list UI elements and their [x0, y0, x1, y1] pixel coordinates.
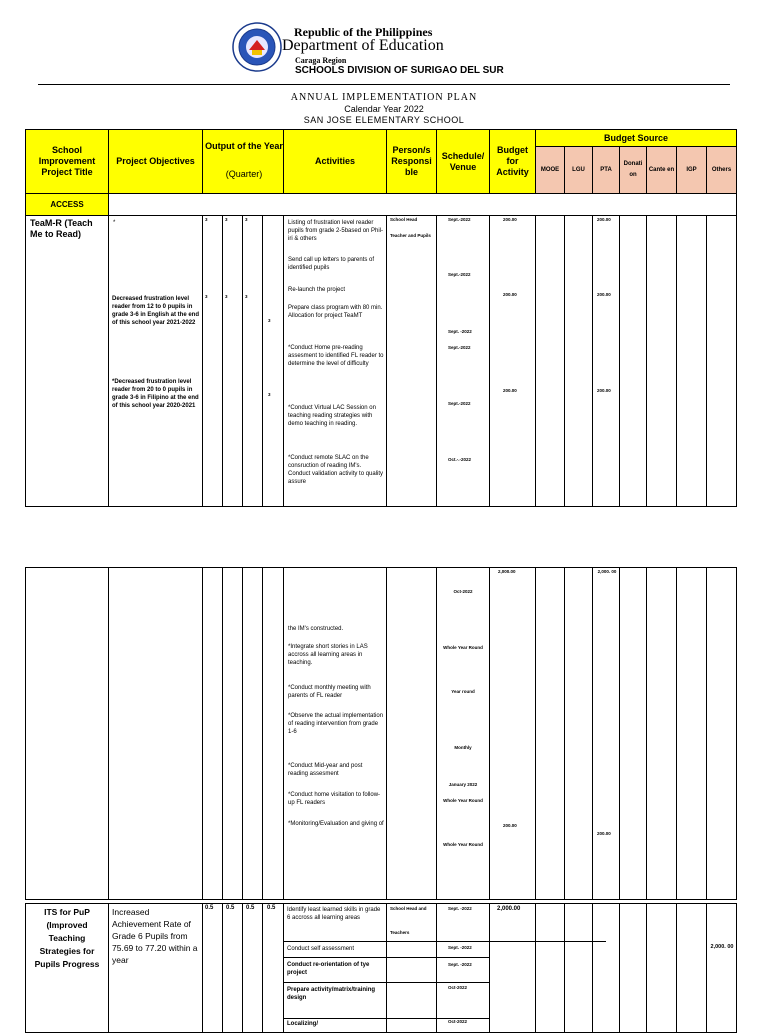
- divider: [489, 567, 490, 900]
- region-label: Caraga Region: [295, 56, 347, 65]
- schedule-item: Whole Year Round: [443, 842, 483, 847]
- deped-seal-icon: [232, 22, 282, 72]
- plan-year: Calendar Year 2022: [344, 104, 424, 114]
- divider: [436, 215, 437, 507]
- schedule-item: Year round: [451, 689, 475, 694]
- objective-achievement: Increased Achievement Rate of Grade 6 Pupils from 75.69 to 77.20 within a year: [112, 907, 198, 965]
- divider: [262, 903, 263, 1033]
- quarter-value: 0.5: [205, 905, 214, 911]
- budget-value: 2,000.00: [497, 906, 521, 912]
- divider: [564, 903, 565, 1033]
- activity-item: *Conduct monthly meeting with parents of FL reader: [288, 685, 371, 699]
- activity-item: Localizing/: [287, 1021, 319, 1027]
- divider: [706, 903, 707, 1033]
- divider: [535, 567, 536, 900]
- budget-value: 200.00: [503, 292, 517, 297]
- schedule-item: Monthly: [454, 745, 472, 750]
- divider: [242, 215, 243, 507]
- schedule-item: Sept.-2022: [448, 217, 471, 222]
- budget-value: 200.00: [503, 823, 517, 828]
- schedule-item: Whole Year Round: [443, 798, 483, 803]
- schedule-item: Oct.-.-2022: [448, 457, 472, 462]
- divider: [202, 903, 203, 1033]
- col-header-schedule: Schedule/ Venue: [436, 129, 490, 194]
- divider: [564, 215, 565, 507]
- q-mark: 3: [225, 294, 228, 299]
- col-header-sip: School Improvement Project Title: [25, 129, 109, 194]
- activity-item: *Conduct Virtual LAC Session on teaching reading strategies with demo teaching in reading.: [288, 405, 376, 427]
- divider: [646, 903, 647, 1033]
- department-label: Department of Education: [282, 37, 444, 54]
- activity-item: Listing of frustration level reader pupils from grade 2-5based on Phil-iri & others: [288, 220, 384, 242]
- header-rule: [38, 84, 730, 85]
- source-lgu: LGU: [564, 146, 593, 194]
- schedule-item: Oct-2022: [448, 1019, 468, 1024]
- activity-item: Send call up letters to parents of identified pupils: [288, 257, 375, 271]
- others-value: 2,000. 00: [710, 944, 734, 950]
- schedule-item: Sept. -2022: [448, 962, 472, 967]
- q-mark: 3: [268, 392, 271, 397]
- source-donation: Donati on: [619, 146, 647, 194]
- divider: [646, 567, 647, 900]
- divider: [202, 215, 203, 507]
- budget-value: 200.00: [503, 217, 517, 222]
- divider: [564, 567, 565, 900]
- activity-item: Conduct self assessment: [287, 946, 355, 952]
- divider: [619, 215, 620, 507]
- divider: [436, 567, 437, 900]
- division-label: SCHOOLS DIVISION OF SURIGAO DEL SUR: [295, 65, 504, 76]
- divider: [592, 215, 593, 507]
- divider: [386, 215, 387, 507]
- person-responsible: School Head and: [390, 906, 427, 911]
- divider: [283, 941, 606, 942]
- divider: [619, 903, 620, 1033]
- objective-mark: *: [113, 220, 116, 226]
- divider: [283, 903, 284, 1033]
- activity-item: Prepare class program with 80 min. Allocation for project TeaMT: [288, 305, 383, 319]
- schedule-item: Sept. -2022: [448, 329, 472, 334]
- activity-item: *Conduct remote SLAC on the consruction of reading IM's. Conduct validation activity to quality assure: [288, 455, 384, 485]
- plan-title: ANNUAL IMPLEMENTATION PLAN: [290, 92, 478, 103]
- divider: [646, 215, 647, 507]
- divider: [222, 215, 223, 507]
- quarter-value: 0.5: [246, 905, 255, 911]
- col-header-output: [202, 129, 284, 194]
- pta-value: 200.00: [597, 388, 611, 393]
- source-pta: PTA: [592, 146, 620, 194]
- source-others: Others: [706, 146, 737, 194]
- activity-item: *Conduct Home pre-reading assesment to identified FL reader to determine the level of difficulty: [288, 345, 384, 367]
- pta-value: 200.00: [597, 831, 611, 836]
- divider: [489, 215, 490, 507]
- divider: [619, 567, 620, 900]
- divider: [108, 215, 109, 507]
- quarter-label: (Quarter): [225, 168, 263, 179]
- activity-item: *Conduct Mid-year and post reading assesment: [288, 763, 363, 777]
- pta-value: 200.00: [597, 292, 611, 297]
- pta-value: 2,000. 00: [597, 569, 617, 574]
- plan-school: SAN JOSE ELEMENTARY SCHOOL: [303, 115, 465, 125]
- q-mark: 3: [245, 217, 248, 222]
- divider: [706, 567, 707, 900]
- schedule-item: Oct-2022: [453, 589, 473, 594]
- divider: [283, 957, 489, 958]
- person-responsible: Teachers: [390, 930, 410, 935]
- divider: [535, 903, 536, 1033]
- divider: [535, 215, 536, 507]
- divider: [489, 903, 490, 1033]
- schedule-item: Sept.-2022: [448, 272, 471, 277]
- divider: [108, 903, 109, 1033]
- divider: [676, 903, 677, 1033]
- divider: [592, 903, 593, 1033]
- divider: [262, 215, 263, 507]
- activity-item: Prepare activity/matrix/training design: [287, 987, 376, 1001]
- objective-filipino: *Decreased frustration level reader from 20 to 0 pupils in grade 3-6 in Filipino at the end of this school year 2020-2021: [112, 379, 199, 409]
- divider: [108, 567, 109, 900]
- q-mark: 3: [245, 294, 248, 299]
- divider: [592, 567, 593, 900]
- divider: [222, 567, 223, 900]
- col-header-activities: Activities: [283, 129, 387, 194]
- divider: [202, 567, 203, 900]
- schedule-item: Oct-2022: [448, 985, 468, 990]
- divider: [262, 567, 263, 900]
- pta-value: 200.00: [597, 217, 611, 222]
- col-header-objectives: Project Objectives: [108, 129, 203, 194]
- activity-item: Re-launch the project: [288, 287, 346, 293]
- schedule-item: Sept. -2022: [448, 906, 472, 911]
- divider: [283, 567, 284, 900]
- divider: [242, 567, 243, 900]
- output-label: Output of the Year: [205, 140, 283, 151]
- q-mark: 3: [225, 217, 228, 222]
- divider: [386, 567, 387, 900]
- schedule-item: Sept. -2022: [448, 945, 472, 950]
- schedule-item: Sept.-2022: [448, 345, 471, 350]
- divider: [242, 903, 243, 1033]
- source-canteen: Cante en: [646, 146, 677, 194]
- source-igp: IGP: [676, 146, 707, 194]
- activity-item: *Integrate short stories in LAS accross all learning areas in teaching.: [288, 644, 368, 666]
- activity-item: *Conduct home visitation to follow-up FL readers: [288, 792, 381, 806]
- quarter-value: 0.5: [226, 905, 235, 911]
- schedule-item: Sept.-2022: [448, 401, 471, 406]
- schedule-item: Whole Year Round: [443, 645, 483, 650]
- project-title-its: ITS for PuP (Improved Teaching Strategies for Pupils Progress: [34, 907, 100, 969]
- divider: [283, 982, 489, 983]
- project-title-teamr: TeaM-R (Teach Me to Read): [30, 218, 93, 239]
- q-mark: 3: [268, 318, 271, 323]
- q-mark: 3: [205, 294, 208, 299]
- divider: [283, 215, 284, 507]
- source-mooe: MOOE: [535, 146, 565, 194]
- divider: [676, 567, 677, 900]
- col-header-budget: Budget for Activity: [489, 129, 536, 194]
- republic-label: Republic of the Philippines: [294, 25, 433, 39]
- q-mark: 3: [205, 217, 208, 222]
- activity-item: *Observe the actual implementation of reading intervention from grade 1-6: [288, 713, 384, 735]
- divider: [436, 903, 437, 1033]
- objective-english: Decreased frustration level reader from 12 to 0 pupils in grade 3-6 in English at the end of this school year 2021-2022: [112, 296, 200, 326]
- budget-value: 200.00: [503, 388, 517, 393]
- col-header-persons: Person/s Responsi ble: [386, 129, 437, 194]
- activity-item: the IM's constructed.: [288, 626, 344, 632]
- person-responsible: School Head: [390, 217, 418, 222]
- activity-item: Conduct re-orientation of tye project: [287, 962, 370, 976]
- quarter-value: 0.5: [267, 905, 276, 911]
- activity-item: Identify least learned skills in grade 6 accross all learning areas: [287, 907, 381, 921]
- person-responsible: Teacher and Pupils: [390, 233, 431, 238]
- budget-value: 2,000.00: [498, 569, 516, 574]
- divider: [386, 903, 387, 1033]
- divider: [706, 215, 707, 507]
- divider: [222, 903, 223, 1033]
- section-access-blank: [108, 193, 737, 216]
- divider: [676, 215, 677, 507]
- section-access: ACCESS: [25, 193, 109, 216]
- col-header-budget-source: Budget Source: [535, 129, 737, 147]
- schedule-item: January 2022: [448, 782, 478, 787]
- activity-item: *Monitoring/Evaluation and giving of: [288, 821, 384, 827]
